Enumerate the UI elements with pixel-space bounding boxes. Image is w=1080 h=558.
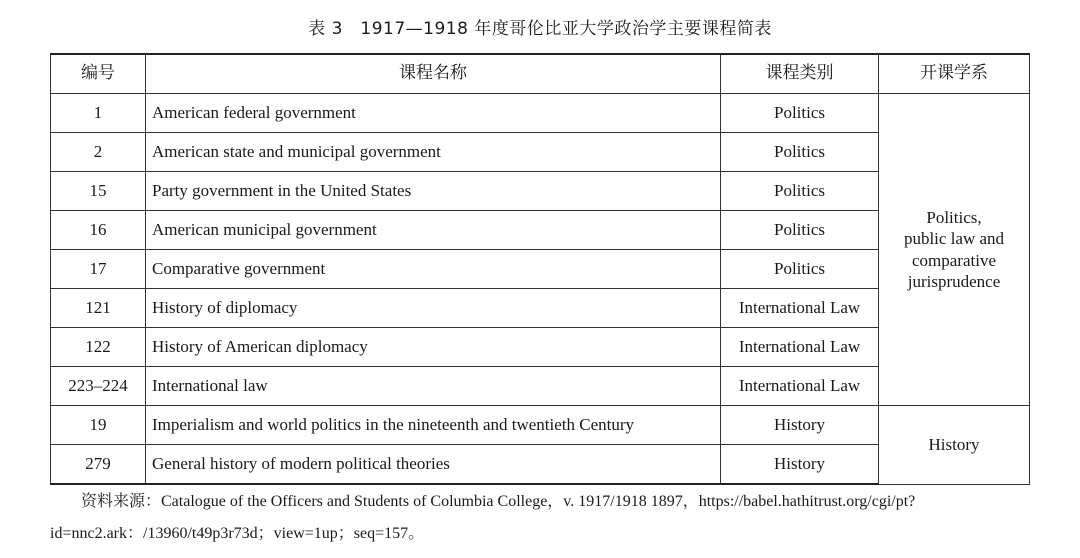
course-number: 16 [51, 211, 146, 250]
course-category: Politics [721, 94, 879, 133]
header-course-name: 课程名称 [146, 54, 721, 94]
header-department: 开课学系 [879, 54, 1030, 94]
header-category: 课程类别 [721, 54, 879, 94]
department-cell [879, 94, 1030, 406]
course-name: Party government in the United States [146, 172, 721, 211]
course-category: Politics [721, 133, 879, 172]
course-number: 19 [51, 406, 146, 445]
course-number: 223–224 [51, 367, 146, 406]
department-line: public law and [903, 229, 1005, 249]
course-number: 121 [51, 289, 146, 328]
header-number: 编号 [51, 54, 146, 94]
course-name: History of diplomacy [146, 289, 721, 328]
course-name: American federal government [146, 94, 721, 133]
source-note: 资料来源：Catalogue of the Officers and Students of Columbia College，v. 1917/1918 1897，https://babel.hathitrust.org/cgi/pt?id=nnc2.ark：/13960/t49p3r73d；view=1up；seq=157。 [50, 493, 916, 542]
course-category: History [721, 406, 879, 445]
course-name: American municipal government [146, 211, 721, 250]
course-category: Politics [721, 172, 879, 211]
course-name: General history of modern political theories [146, 445, 721, 485]
course-table [50, 53, 1030, 485]
course-number: 279 [51, 445, 146, 485]
course-category: Politics [721, 250, 879, 289]
table-header-row [51, 54, 1030, 94]
course-category: History [721, 445, 879, 485]
course-name: American state and municipal government [146, 133, 721, 172]
course-category: International Law [721, 367, 879, 406]
course-name: International law [146, 367, 721, 406]
course-name: History of American diplomacy [146, 328, 721, 367]
department-line: Politics, [926, 208, 982, 227]
course-category: International Law [721, 328, 879, 367]
course-name: Imperialism and world politics in the nineteenth and twentieth Century [146, 406, 721, 445]
department-line: comparative [911, 250, 996, 270]
course-number: 1 [51, 94, 146, 133]
table-row [51, 406, 1030, 445]
table-caption: 表 3 1917—1918 年度哥伦比亚大学政治学主要课程简表 [308, 19, 772, 39]
department-cell: History [879, 406, 1030, 485]
course-number: 15 [51, 172, 146, 211]
course-category: International Law [721, 289, 879, 328]
table-row [51, 94, 1030, 133]
department-line: jurisprudence [907, 271, 1001, 291]
course-category: Politics [721, 211, 879, 250]
course-number: 2 [51, 133, 146, 172]
course-number: 122 [51, 328, 146, 367]
course-name: Comparative government [146, 250, 721, 289]
course-number: 17 [51, 250, 146, 289]
